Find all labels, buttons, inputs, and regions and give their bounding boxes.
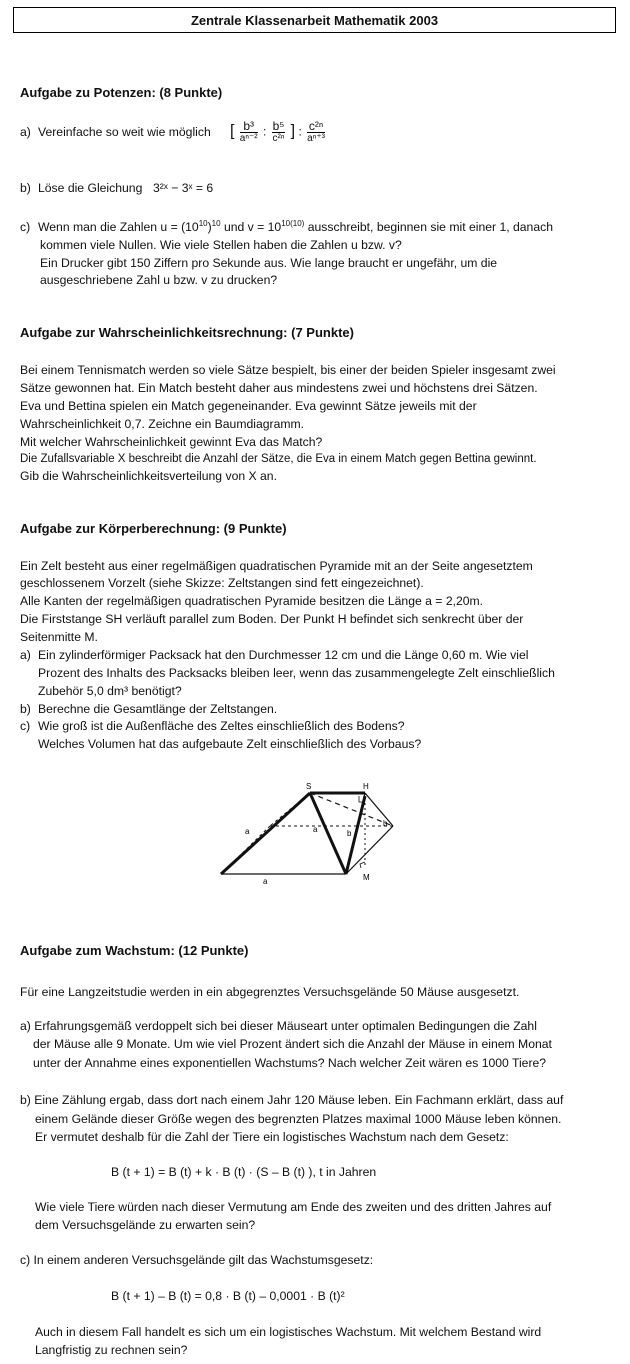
label-a-base: a	[263, 877, 268, 886]
fraction-2-denominator: c²ⁿ	[272, 133, 285, 144]
label-b-right: b	[383, 819, 388, 828]
task2-line: Bei einem Tennismatch werden so viele Sätze bespielt, bis einer der beiden Spieler insgesamt zwei	[20, 363, 556, 377]
task3-a-line: Prozent des Inhalts des Packsacks bleiben leer, wenn das zusammengelegte Zelt einschließlich	[38, 666, 555, 680]
task1-c-line2: kommen viele Nullen. Wie viele Stellen haben die Zahlen u bzw. v?	[40, 238, 402, 252]
task1-b-equation: 3²ˣ − 3ˣ = 6	[153, 181, 214, 195]
tent-figure	[215, 776, 405, 886]
task1-b-label: b)	[20, 181, 31, 195]
fraction-3-denominator: aⁿ⁺³	[307, 133, 325, 144]
task3-a-label: a)	[20, 648, 31, 662]
task3-c-line: Welches Volumen hat das aufgebaute Zelt einschließlich des Vorbaus?	[38, 737, 422, 751]
c-line1-part-b: )	[207, 220, 212, 234]
task1-b-text: Löse die Gleichung	[38, 181, 143, 195]
c-line1-exp2: 10	[211, 218, 221, 228]
task4-c-question: Langfristig zu rechnen sein?	[35, 1343, 188, 1357]
task4-b-line: Er vermutet deshalb für die Zahl der Tiere ein logistisches Wachstum nach dem Gesetz:	[35, 1130, 509, 1144]
task3-a-line: Zubehör 5,0 dm³ benötigt?	[38, 684, 182, 698]
label-b-inner: b	[347, 829, 352, 838]
task2-line: Eva und Bettina spielen ein Match gegeneinander. Eva gewinnt Sätze jeweils mit der	[20, 399, 477, 413]
bracket-open: [	[230, 122, 235, 140]
fraction-3	[307, 120, 325, 145]
label-S: S	[306, 782, 312, 791]
task4-b-question: Wie viele Tiere würden nach dieser Vermutung am Ende des zweiten und des dritten Jahres auf	[35, 1200, 552, 1214]
task1-c-line3: Ein Drucker gibt 150 Ziffern pro Sekunde aus. Wie lange braucht er ungefähr, um die	[40, 256, 498, 270]
title-box	[13, 7, 616, 33]
fraction-3-numerator: c²ⁿ	[308, 119, 324, 133]
fraction-1-numerator: b³	[240, 120, 258, 133]
task4-a-line: der Mäuse alle 9 Monate. Um wie viel Prozent ändert sich die Anzahl der Mäuse in einem Monat	[33, 1037, 552, 1051]
task1-c-line4: ausgeschriebene Zahl u bzw. v zu drucken?	[40, 273, 278, 287]
c-line1-exp3: 10(10)	[281, 218, 305, 228]
task4-b-line: b) Eine Zählung ergab, dass dort nach einem Jahr 120 Mäuse leben. Ein Fachmann erklärt, dass auf	[20, 1093, 564, 1107]
task3-c-label: c)	[20, 719, 31, 733]
task3-line: Seitenmitte M.	[20, 630, 98, 644]
task2-heading: Aufgabe zur Wahrscheinlichkeitsrechnung: (7 Punkte)	[20, 325, 354, 340]
task2-line: Mit welcher Wahrscheinlichkeit gewinnt Eva das Match?	[20, 435, 323, 449]
task3-a-line: Ein zylinderförmiger Packsack hat den Durchmesser 12 cm und die Länge 0,60 m. Wie viel	[38, 648, 529, 662]
task4-c-line: c) In einem anderen Versuchsgelände gilt das Wachstumsgesetz:	[20, 1253, 374, 1267]
task3-c-line: Wie groß ist die Außenfläche des Zeltes einschließlich des Bodens?	[38, 719, 405, 733]
task4-b-question: dem Versuchsgelände zu erwarten sein?	[35, 1218, 256, 1232]
document-title: Zentrale Klassenarbeit Mathematik 2003	[190, 13, 439, 28]
task1-c-line1	[38, 219, 553, 236]
fraction-2	[272, 120, 286, 145]
task3-line: Die Firststange SH verläuft parallel zum Boden. Der Punkt H befindet sich senkrecht über der	[20, 612, 524, 626]
task4-c-question: Auch in diesem Fall handelt es sich um ein logistisches Wachstum. Mit welchem Bestand wird	[35, 1325, 542, 1339]
task3-b-line: Berechne die Gesamtlänge der Zeltstangen.	[38, 702, 278, 716]
task4-a-line: unter der Annahme eines exponentiellen Wachstums? Nach welcher Zeit wären es 1000 Tiere?	[33, 1056, 547, 1070]
colon-2: :	[298, 124, 302, 139]
task2-line: Sätze gewonnen hat. Ein Match besteht daher aus mindestens zwei und höchstens drei Sätzen.	[20, 381, 538, 395]
bracket-close: ]	[290, 122, 296, 140]
colon-1: :	[262, 124, 267, 139]
label-H: H	[363, 782, 369, 791]
fraction-1	[240, 120, 258, 145]
label-a-front: a	[313, 825, 318, 834]
task4-heading: Aufgabe zum Wachstum: (12 Punkte)	[20, 943, 249, 958]
task1-c-label: c)	[20, 220, 31, 234]
label-a-left: a	[245, 827, 250, 836]
task3-b-label: b)	[20, 702, 31, 716]
c-line1-part-c: und v = 10	[220, 220, 282, 234]
task1-a-expression	[230, 120, 327, 145]
task4-b-line: einem Gelände dieser Größe wegen des begrenzten Platzes maximal 1000 Mäuse leben können.	[35, 1112, 562, 1126]
task2-line: Wahrscheinlichkeit 0,7. Zeichne ein Baumdiagramm.	[20, 417, 305, 431]
task4-intro: Für eine Langzeitstudie werden in ein abgegrenztes Versuchsgelände 50 Mäuse ausgesetzt.	[20, 985, 520, 999]
task4-a-line: a) Erfahrungsgemäß verdoppelt sich bei dieser Mäuseart unter optimalen Bedingungen die Zahl	[20, 1019, 537, 1033]
task4-c-formula: B (t + 1) – B (t) = 0,8 · B (t) – 0,0001 · B (t)²	[111, 1289, 345, 1303]
task3-line: Alle Kanten der regelmäßigen quadratischen Pyramide besitzen die Länge a = 2,20m.	[20, 594, 484, 608]
task3-heading: Aufgabe zur Körperberechnung: (9 Punkte)	[20, 521, 287, 536]
task3-line: Ein Zelt besteht aus einer regelmäßigen quadratischen Pyramide mit an der Seite angesetztem	[20, 559, 533, 573]
c-line1-part-a: Wenn man die Zahlen u = (10	[38, 220, 199, 234]
fraction-1-denominator: aⁿ⁻²	[239, 133, 258, 144]
task2-line: Die Zufallsvariable X beschreibt die Anzahl der Sätze, die Eva in einem Match gegen Bettina gewinnt.	[20, 453, 537, 465]
task1-a-label: a)	[20, 125, 31, 139]
task2-line: Gib die Wahrscheinlichkeitsverteilung von X an.	[20, 469, 277, 483]
c-line1-exp1: 10	[198, 218, 208, 228]
task3-line: geschlossenem Vorzelt (siehe Skizze: Zeltstangen sind fett eingezeichnet).	[20, 576, 424, 590]
task1-heading: Aufgabe zu Potenzen: (8 Punkte)	[20, 85, 223, 100]
task1-a-text: Vereinfache so weit wie möglich	[38, 125, 211, 139]
c-line1-part-d: ausschreibt, beginnen sie mit einer 1, danach	[304, 220, 553, 234]
task4-b-formula: B (t + 1) = B (t) + k · B (t) · (S – B (t) ), t in Jahren	[111, 1165, 377, 1179]
fraction-2-numerator: b⁵	[272, 119, 285, 133]
label-M: M	[363, 873, 370, 882]
